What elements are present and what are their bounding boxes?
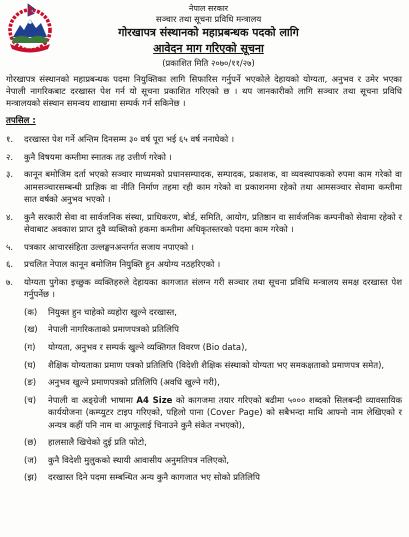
sub-item-label: (छ) (24, 438, 37, 449)
list-item (6, 277, 402, 302)
sub-list-item (6, 395, 402, 432)
sub-list-item (6, 437, 402, 449)
sub-list-item (6, 377, 402, 389)
sub-list-item (6, 324, 402, 336)
sub-item-text: हालसालै खिचेको दुई प्रति फोटो, (48, 438, 147, 449)
ministry-name: सञ्चार तथा सूचना प्रविधि मन्त्रालय (155, 14, 262, 24)
list-item (6, 259, 402, 271)
notice-title: गोरखापत्र संस्थानको महाप्रबन्धक पदको लागि (118, 26, 299, 39)
sub-item-text: कुनै विदेशी मुलुकको स्थायी आवासीय अनुमतिपत्र नलिएको, (48, 455, 230, 466)
item-number: २. (6, 152, 14, 163)
list-item (6, 212, 402, 237)
sub-item-text: नियुक्त हुन चाहेको व्यहोरा खुल्ने दरखास्त, (48, 307, 177, 318)
sub-list-item (6, 455, 402, 467)
sub-item-text: नेपाली नागरिकताको प्रमाणपत्रको प्रतिलिपि (48, 325, 179, 336)
list-item (6, 134, 402, 146)
sub-item-label: (घ) (24, 360, 36, 371)
item-number: १. (6, 135, 14, 145)
list-item (6, 152, 402, 164)
sub-item-label: (ग) (24, 342, 36, 353)
item-text: कुनै विषयमा कम्तीमा स्नातक तह उत्तीर्ण गरेको । (24, 152, 172, 163)
sub-item-text: शैक्षिक योग्यताका प्रमाण पत्रको प्रतिलिपि (विदेशी शैक्षिक संस्थाको योग्यता भए समकक्षताको प्रमाणपत्र समेत), (48, 360, 385, 371)
sub-item-text-after: को कागजमा तयार गरिएको बढीमा ५००० शब्दको सिलबन्दी व्यावसायिक कार्ययोजना (कम्प्युटर टाइप गरिएको, पहिलो पाना (Cover Page) को सबैभन्दा माथि आफ्नो नाम लेखिएको र अन्यत्र कहीं पनि नाम वा आफूलाई चिनाउने कुनै संकेत नभएको), (48, 395, 403, 431)
sub-list-item (6, 307, 402, 319)
item-text: योग्यता पुगेका इच्छुक व्यक्तिहरुले देहायका कागजात संलग्न गरी सञ्चार तथा सूचना प्रविधि मन्त्रालय समक्ष दरखास्त पेश गर्नुपर्नेछ । (24, 277, 402, 301)
item-number: ७. (6, 277, 14, 288)
item-text: प्रचलित नेपाल कानून बमोजिम नियुक्ति हुन अयोग्य नठहरिएको । (24, 260, 221, 271)
sub-list-item (6, 342, 402, 354)
item-number: ४. (6, 212, 14, 223)
sub-item-text-before: नेपाली वा अङ्ग्रेजी भाषामा (48, 395, 137, 406)
sub-list-item (6, 472, 402, 484)
list-item (6, 169, 402, 206)
sub-item-label: (ज) (24, 455, 37, 466)
sub-item-label: (ख) (24, 325, 38, 336)
sub-item-label: (झ) (24, 473, 38, 484)
sub-item-text: अनुभव खुल्ने प्रमाणपत्रको प्रतिलिपि (अवधि खुल्ने गरी), (48, 378, 220, 389)
item-number: ३. (6, 170, 14, 181)
publication-date: (प्रकाशित मिति २०७०/११/२७) (162, 58, 255, 68)
item-text: दरखास्त पेश गर्ने अन्तिम दिनसम्म ३० वर्ष पूरा भई ६५ वर्ष ननाघेको । (24, 135, 235, 145)
sub-item-label: (क) (24, 307, 38, 318)
notice-body (6, 74, 402, 490)
item-text: पत्रकार आचारसंहिता उल्लङ्घनअन्तर्गत सजाय नपाएको । (24, 242, 195, 253)
sub-list-item (6, 360, 402, 372)
sub-item-label: (च) (24, 395, 37, 406)
item-number: ६. (6, 260, 14, 271)
paper-size-highlight: A4 Size (136, 395, 173, 406)
sub-item-text: योग्यता, अनुभव र सम्पर्क खुल्ने व्यक्तिगत विवरण (Bio data), (48, 342, 248, 353)
sub-item-text (48, 395, 402, 432)
item-text: कानून बमोजिम दर्ता भएको सञ्चार माध्यमको प्रधानसम्पादक, सम्पादक, प्रकाशक, वा व्यवस्थापकको रुपमा काम गरेको वा आमसञ्चारसम्बन्धी प्राज्ञिक वा नीति निर्माण तहमा रही काम गरेको वा प्रकाशनमा रहेको तथा आमसञ्चार सेवामा कम्तीमा सात वर्षको अनुभव भएको । (24, 170, 402, 205)
list-item (6, 242, 402, 254)
sub-item-label: (ङ) (24, 378, 37, 389)
notice-header (8, 3, 409, 69)
schedule-heading: तपसिल : (6, 116, 36, 126)
government-name: नेपाल सरकार (188, 4, 229, 13)
notice-subtitle: आवेदन माग गरिएको सूचना (153, 42, 264, 55)
intro-paragraph: गोरखापत्र संस्थानको महाप्रबन्धक पदमा नियुक्तिका लागि सिफारिस गर्नुपर्ने भएकोले देहायको योग्यता, अनुभव र उमेर भएका नेपाली नागरिकबाट दरखास्त पेश गर्न यो सूचना प्रकाशित गरिएको छ । थप जानकारीको लागि सञ्चार तथा सूचना प्रविधि मन्त्रालयको संस्थान समन्वय शाखामा सम्पर्क गर्न सकिनेछ । (6, 75, 402, 109)
item-number: ५. (6, 242, 14, 253)
item-text: कुनै सरकारी सेवा वा सार्वजनिक संस्था, प्राधिकरण, बोर्ड, समिति, आयोग, प्रतिष्ठान वा सार्वजनिक कम्पनीको सेवामा रहेको र सेवाबाट अवकाश प्राप्त दुवै व्यक्तिको हकमा कम्तीमा अधिकृतस्तरको पदमा काम गरेको । (24, 212, 402, 235)
sub-item-text: दरखास्त दिने पदमा सम्बन्धित अन्य कुनै कागजात भए सोको प्रतिलिपि (48, 473, 260, 484)
